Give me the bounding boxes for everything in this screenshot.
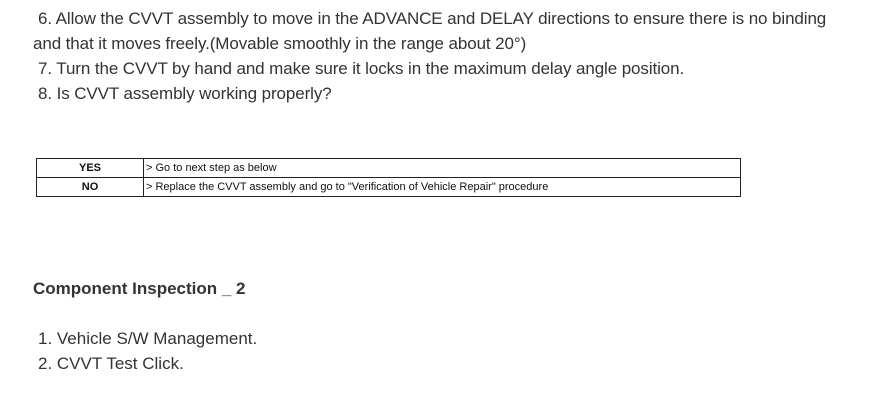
- decision-key-yes: YES: [37, 159, 144, 178]
- inspection-item: 1. Vehicle S/W Management.: [38, 329, 258, 348]
- decision-key-no: NO: [37, 178, 144, 197]
- step-7-text: 7. Turn the CVVT by hand and make sure it locks in the maximum delay angle position.: [38, 59, 685, 78]
- component-inspection-heading: Component Inspection _ 2: [33, 279, 246, 298]
- decision-row-no: [37, 178, 741, 197]
- step-6-text: 6. Allow the CVVT assembly to move in the ADVANCE and DELAY directions to ensure there is no binding and that it moves freely.(Movable smoothly in the range about 20°): [33, 9, 827, 53]
- decision-action-yes: > Go to next step as below: [144, 159, 741, 178]
- decision-row-yes: [37, 159, 741, 178]
- decision-action-no: > Replace the CVVT assembly and go to "Verification of Vehicle Repair" procedure: [144, 178, 741, 197]
- decision-table: [36, 158, 741, 197]
- step-8-question: 8. Is CVVT assembly working properly?: [38, 84, 332, 103]
- inspection-item: 2. CVVT Test Click.: [38, 354, 184, 373]
